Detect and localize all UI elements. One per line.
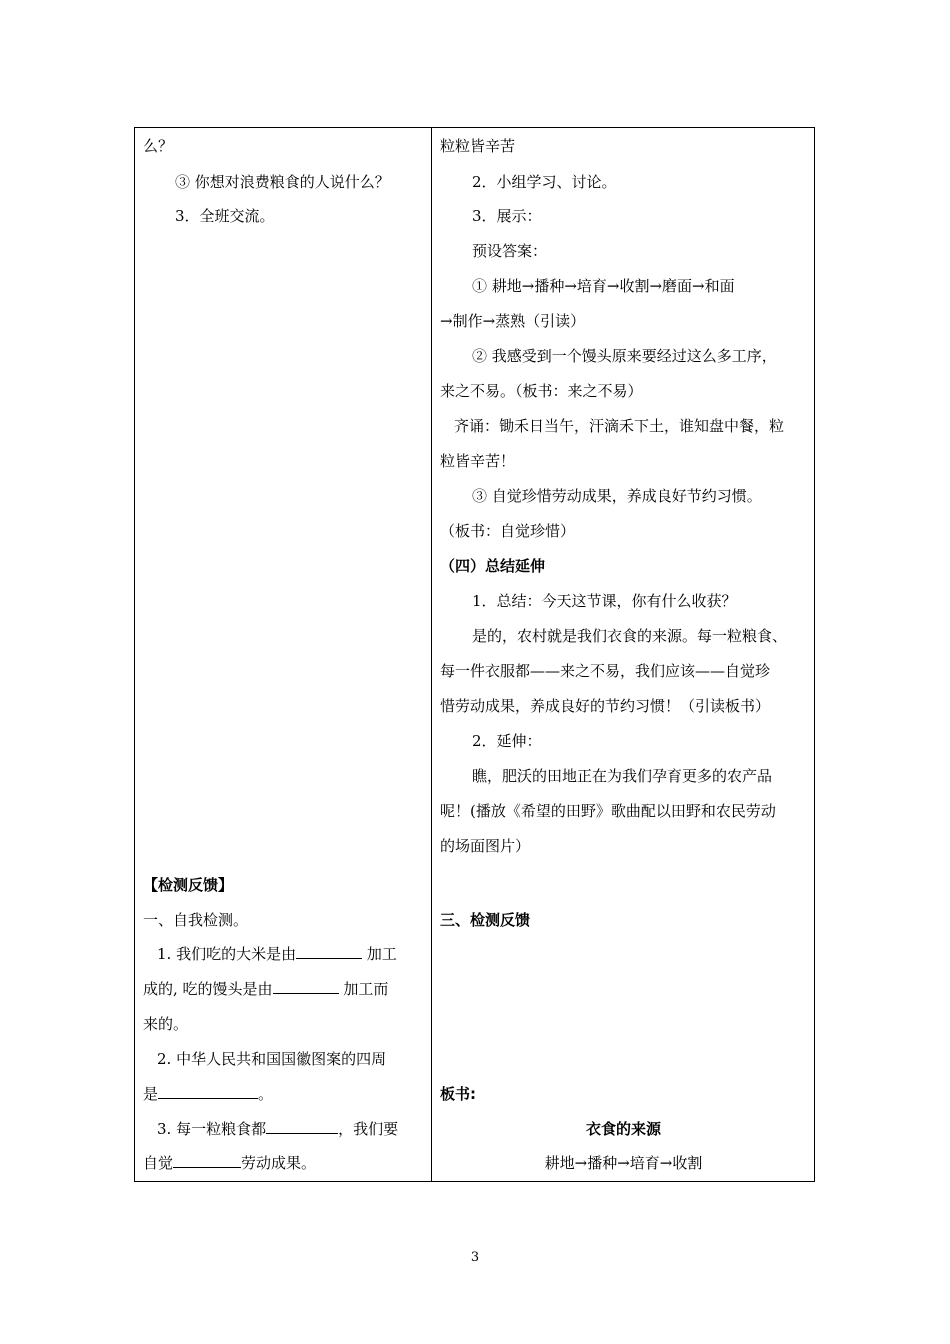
- question-1-text: 加工而: [343, 980, 389, 998]
- column-divider: [431, 128, 432, 1181]
- section-heading: （四）总结延伸: [440, 557, 546, 575]
- text-line: （板书：自觉珍惜）: [440, 522, 576, 540]
- question-3-text: ，我们要: [338, 1120, 399, 1138]
- text-line: →制作→蒸熟（引读）: [440, 312, 586, 330]
- answer-blank: [173, 1153, 241, 1168]
- text-line: 么？: [143, 137, 174, 155]
- text-line: 的场面图片）: [440, 837, 531, 855]
- text-line: 粒皆辛苦！: [440, 452, 516, 470]
- question-3-text: 自觉: [143, 1154, 174, 1172]
- text-line: ③ 自觉珍惜劳动成果，养成良好节约习惯。: [472, 487, 762, 505]
- text-line: 3．展示：: [472, 207, 542, 225]
- answer-blank: [273, 979, 339, 994]
- question-1-text: 成的, 吃的馒头是由: [143, 980, 273, 998]
- text-line: 瞧，肥沃的田地正在为我们孕育更多的农产品: [472, 767, 773, 785]
- text-line: 2．小组学习、讨论。: [472, 173, 617, 191]
- question-1-line-3: 来的。: [143, 1015, 189, 1033]
- question-1-text: 1. 我们吃的大米是由: [157, 945, 297, 963]
- question-2-line-2: [143, 1084, 273, 1104]
- text-line: ③ 你想对浪费粮食的人说什么？: [175, 173, 390, 191]
- question-3-line-1: [157, 1119, 398, 1139]
- board-flow: 耕地→播种→培育→收割: [544, 1154, 703, 1172]
- text-line: 粒粒皆辛苦: [440, 137, 516, 155]
- question-2-line-1: 2. 中华人民共和国国徽图案的四周: [157, 1050, 387, 1068]
- answer-blank: [266, 1119, 338, 1134]
- question-2-text: 是: [143, 1085, 159, 1103]
- self-test-heading: 一、自我检测。: [143, 911, 249, 929]
- feedback-title: 【检测反馈】: [143, 876, 234, 894]
- text-line: 是的，农村就是我们衣食的来源。每一粒粮食、: [472, 627, 788, 645]
- text-line: 3．全班交流。: [175, 207, 275, 225]
- text-line: 齐诵：锄禾日当午，汗滴禾下土，谁知盘中餐，粒: [454, 417, 785, 435]
- board-title: 衣食的来源: [585, 1120, 661, 1138]
- text-line: ② 我感受到一个馒头原来要经过这么多工序，: [472, 347, 777, 365]
- text-line: 1．总结：今天这节课，你有什么收获？: [472, 592, 737, 610]
- question-3-line-2: [143, 1153, 316, 1173]
- question-1-line-2: [143, 979, 388, 999]
- question-3-text: 劳动成果。: [241, 1154, 317, 1172]
- text-line: 呢！(播放《希望的田野》歌曲配以田野和农民劳动: [440, 802, 776, 820]
- question-2-text: 。: [258, 1085, 274, 1103]
- board-label: 板书:: [440, 1085, 476, 1103]
- section-heading: 三、检测反馈: [440, 911, 531, 929]
- text-line: 每一件衣服都——来之不易，我们应该——自觉珍: [440, 662, 771, 680]
- question-3-text: 3. 每一粒粮食都: [157, 1120, 267, 1138]
- text-line: 2．延伸：: [472, 732, 542, 750]
- text-line: ① 耕地→播种→培育→收割→磨面→和面: [472, 277, 735, 295]
- question-1-line-1: [157, 944, 397, 964]
- page-number: 3: [470, 1250, 480, 1265]
- text-line: 惜劳动成果，养成良好的节约习惯！（引读板书）: [440, 697, 771, 715]
- text-line: 预设答案：: [472, 242, 548, 260]
- answer-blank: [296, 944, 362, 959]
- answer-blank: [158, 1084, 258, 1099]
- lesson-table: [134, 127, 815, 1182]
- question-1-text: 加工: [366, 945, 397, 963]
- text-line: 来之不易。（板书：来之不易）: [440, 382, 643, 400]
